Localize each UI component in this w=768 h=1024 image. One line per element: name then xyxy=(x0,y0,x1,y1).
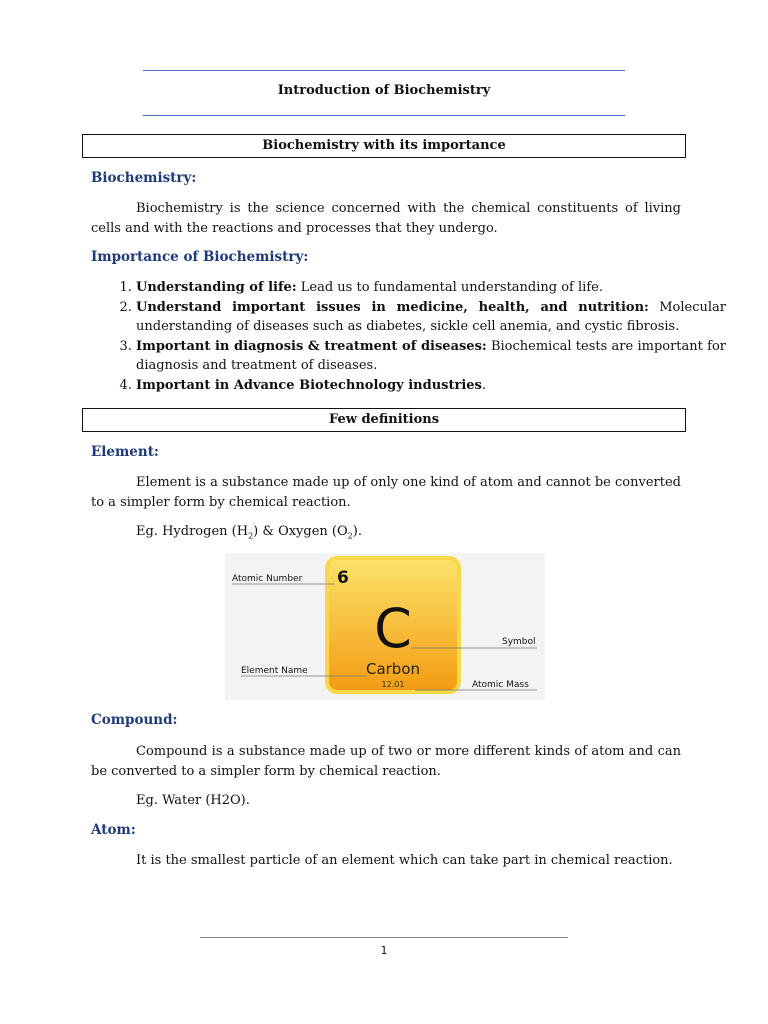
header-rule-bottom xyxy=(143,115,625,116)
element-heading: Element: xyxy=(91,444,159,460)
label-symbol: Symbol xyxy=(502,637,536,647)
importance-list xyxy=(91,278,726,395)
compound-example: Eg. Water (H2O). xyxy=(136,793,250,808)
list-item: 2. Understand important issues in medicine, health, and nutrition: Molecular understanding of diseases such as diabetes, sickle cell anemia, and cystic fibrosis. xyxy=(136,298,726,337)
importance-heading: Importance of Biochemistry: xyxy=(91,249,309,265)
section-box-importance: Biochemistry with its importance xyxy=(82,134,686,158)
page-number: 1 xyxy=(380,944,388,957)
carbon-element-diagram xyxy=(225,553,545,700)
biochemistry-text: Biochemistry is the science concerned with the chemical constituents of living cells and with the reactions and processes that they undergo. xyxy=(91,201,681,236)
label-atomic-number: Atomic Number xyxy=(232,574,303,584)
element-text: Element is a substance made up of only one kind of atom and cannot be converted to a simpler form by chemical reaction. xyxy=(91,475,681,510)
biochemistry-heading: Biochemistry: xyxy=(91,170,197,186)
compound-paragraph xyxy=(91,742,681,781)
atom-text: It is the smallest particle of an element which can take part in chemical reaction. xyxy=(136,853,673,868)
element-name-value: Carbon xyxy=(365,660,421,678)
list-item: 4. Important in Advance Biotechnology industries. xyxy=(136,376,726,396)
compound-heading: Compound: xyxy=(91,712,178,728)
list-item: 3. Important in diagnosis & treatment of diseases: Biochemical tests are important for diagnosis and treatment of diseases. xyxy=(136,337,726,376)
header-rule-top xyxy=(143,70,625,71)
element-example: Eg. Hydrogen $(H_2)$ & Oxygen $(O_2)$. xyxy=(136,524,362,541)
document-title: Introduction of Biochemistry xyxy=(277,83,491,98)
section-box-definitions: Few definitions xyxy=(82,408,686,432)
compound-text: Compound is a substance made up of two or more different kinds of atom and can be converted to a simpler form by chemical reaction. xyxy=(91,744,681,779)
list-item: 1. Understanding of life: Lead us to fundamental understanding of life. xyxy=(136,278,726,298)
element-symbol: C xyxy=(374,597,412,660)
footer-rule xyxy=(200,937,568,938)
atom-heading: Atom: xyxy=(91,822,136,838)
label-atomic-mass: Atomic Mass xyxy=(472,680,529,690)
atomic-number-value: 6 xyxy=(337,568,349,588)
atomic-mass-value: 12.01 xyxy=(381,680,405,689)
biochemistry-paragraph xyxy=(91,199,681,238)
element-paragraph xyxy=(91,473,681,512)
label-element-name: Element Name xyxy=(241,666,308,676)
atom-paragraph xyxy=(91,851,681,871)
